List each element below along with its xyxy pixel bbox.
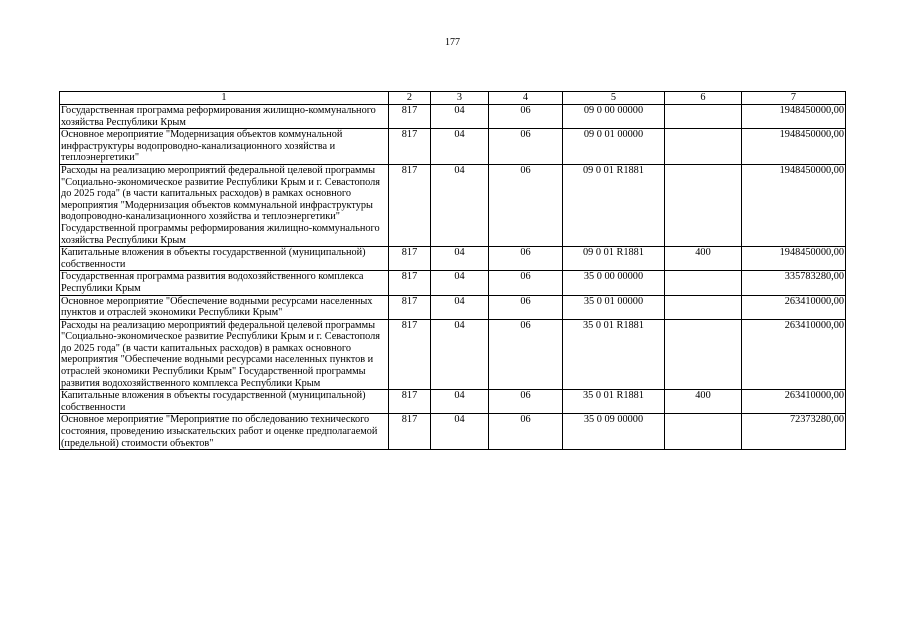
cell-section: 04: [431, 295, 489, 319]
cell-expense-type: [665, 414, 742, 450]
table-row: [60, 390, 846, 414]
cell-section: 04: [431, 247, 489, 271]
row-name: Основное мероприятие "Модернизация объектов коммунальной инфраструктуры водопроводно-канализационного хозяйства и теплоэнергетики": [60, 129, 389, 165]
cell-expense-type: [665, 319, 742, 390]
row-name: Расходы на реализацию мероприятий федеральной целевой программы "Социально-экономическое развитие Республики Крым и г. Севастополя до 2025 года" (в части капитальных расходов) в рамках основного мероприятия "Модернизация объектов коммунальной инфраструктуры водопроводно-канализационного хозяйства и теплоэнергетики" Государственной программы реформирования жилищно-коммунального хозяйства Республики Крым: [60, 164, 389, 246]
table-row: [60, 271, 846, 295]
row-name: Расходы на реализацию мероприятий федеральной целевой программы "Социально-экономическое развитие Республики Крым и г. Севастополя до 2025 года" (в части капитальных расходов) в рамках основного мероприятия "Обеспечение водными ресурсами населенных пунктов и отраслей экономики Республики Крым" Государственной программы развития водохозяйственного комплекса Республики Крым: [60, 319, 389, 390]
row-name: Государственная программа развития водохозяйственного комплекса Республики Крым: [60, 271, 389, 295]
cell-expense-type: [665, 129, 742, 165]
cell-amount: 263410000,00: [742, 319, 846, 390]
cell-expense-type: [665, 295, 742, 319]
cell-amount: 1948450000,00: [742, 129, 846, 165]
table-row: [60, 319, 846, 390]
cell-subsection: 06: [489, 271, 563, 295]
row-name: Капитальные вложения в объекты государственной (муниципальной) собственности: [60, 390, 389, 414]
cell-section: 04: [431, 129, 489, 165]
cell-target-code: 09 0 01 00000: [563, 129, 665, 165]
cell-amount: 1948450000,00: [742, 164, 846, 246]
table-row: [60, 414, 846, 450]
table-row: [60, 129, 846, 165]
cell-target-code: 09 0 01 R1881: [563, 247, 665, 271]
row-name: Капитальные вложения в объекты государственной (муниципальной) собственности: [60, 247, 389, 271]
cell-subsection: 06: [489, 247, 563, 271]
cell-ministry: 817: [389, 295, 431, 319]
cell-ministry: 817: [389, 105, 431, 129]
column-header: 4: [489, 92, 563, 105]
cell-ministry: 817: [389, 414, 431, 450]
cell-target-code: 35 0 01 00000: [563, 295, 665, 319]
cell-ministry: 817: [389, 271, 431, 295]
cell-expense-type: [665, 271, 742, 295]
cell-amount: 72373280,00: [742, 414, 846, 450]
cell-subsection: 06: [489, 105, 563, 129]
cell-ministry: 817: [389, 247, 431, 271]
cell-section: 04: [431, 390, 489, 414]
cell-target-code: 35 0 09 00000: [563, 414, 665, 450]
cell-expense-type: [665, 164, 742, 246]
column-header: 7: [742, 92, 846, 105]
row-name: Основное мероприятие "Обеспечение водными ресурсами населенных пунктов и отраслей экономики Республики Крым": [60, 295, 389, 319]
cell-amount: 1948450000,00: [742, 105, 846, 129]
cell-section: 04: [431, 164, 489, 246]
table-header-row: [60, 92, 846, 105]
cell-section: 04: [431, 271, 489, 295]
cell-amount: 263410000,00: [742, 390, 846, 414]
cell-ministry: 817: [389, 390, 431, 414]
column-header: 3: [431, 92, 489, 105]
cell-expense-type: [665, 105, 742, 129]
cell-ministry: 817: [389, 129, 431, 165]
cell-amount: 263410000,00: [742, 295, 846, 319]
cell-section: 04: [431, 105, 489, 129]
cell-expense-type: 400: [665, 247, 742, 271]
row-name: Государственная программа реформирования жилищно-коммунального хозяйства Республики Крым: [60, 105, 389, 129]
table-row: [60, 295, 846, 319]
cell-subsection: 06: [489, 295, 563, 319]
budget-table: [59, 91, 846, 450]
cell-target-code: 35 0 00 00000: [563, 271, 665, 295]
cell-section: 04: [431, 319, 489, 390]
table-row: [60, 105, 846, 129]
cell-subsection: 06: [489, 319, 563, 390]
page-number: 177: [445, 37, 460, 48]
cell-ministry: 817: [389, 319, 431, 390]
table-row: [60, 247, 846, 271]
row-name: Основное мероприятие "Мероприятие по обследованию технического состояния, проведению изыскательских работ и оценке предполагаемой (предельной) стоимости объектов": [60, 414, 389, 450]
cell-ministry: 817: [389, 164, 431, 246]
table-row: [60, 164, 846, 246]
cell-expense-type: 400: [665, 390, 742, 414]
cell-target-code: 35 0 01 R1881: [563, 390, 665, 414]
cell-subsection: 06: [489, 129, 563, 165]
cell-subsection: 06: [489, 390, 563, 414]
cell-amount: 335783280,00: [742, 271, 846, 295]
cell-target-code: 09 0 01 R1881: [563, 164, 665, 246]
cell-amount: 1948450000,00: [742, 247, 846, 271]
cell-subsection: 06: [489, 164, 563, 246]
cell-section: 04: [431, 414, 489, 450]
column-header: 1: [60, 92, 389, 105]
column-header: 5: [563, 92, 665, 105]
cell-target-code: 35 0 01 R1881: [563, 319, 665, 390]
cell-subsection: 06: [489, 414, 563, 450]
column-header: 2: [389, 92, 431, 105]
column-header: 6: [665, 92, 742, 105]
cell-target-code: 09 0 00 00000: [563, 105, 665, 129]
